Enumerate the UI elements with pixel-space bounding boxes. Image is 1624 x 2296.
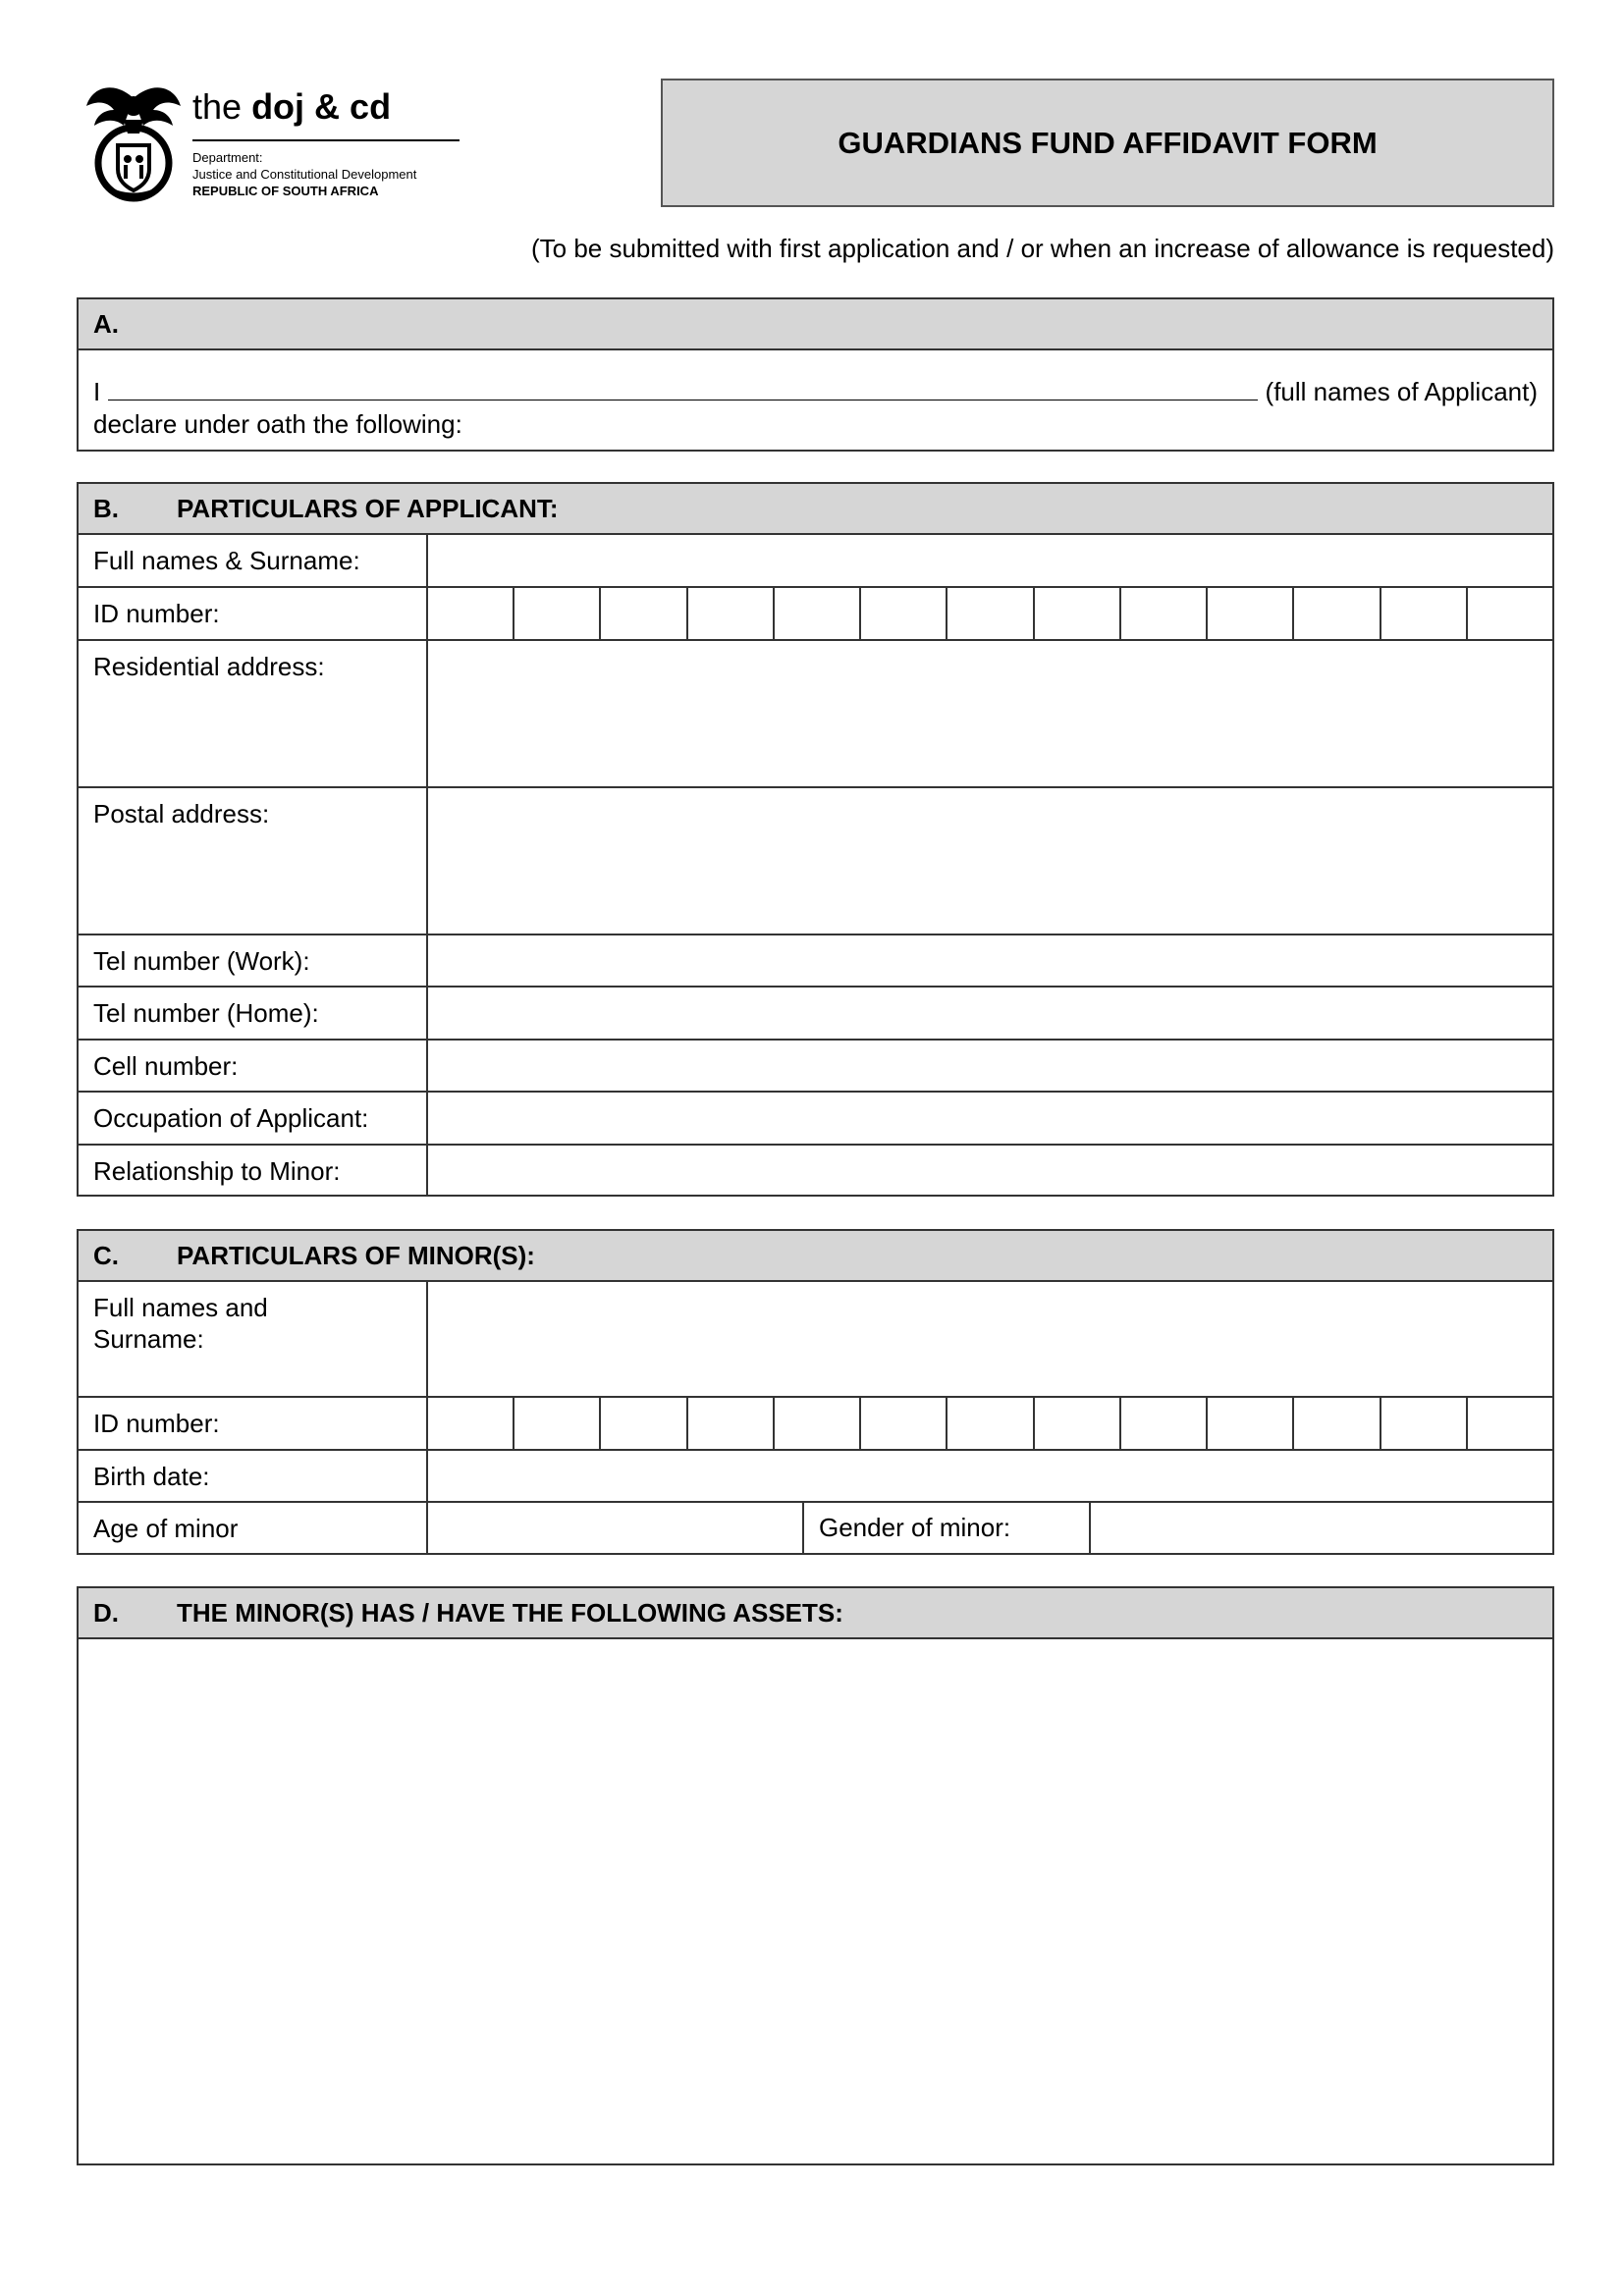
form-title: GUARDIANS FUND AFFIDAVIT FORM xyxy=(838,125,1378,160)
birth-date-row xyxy=(79,1451,1552,1503)
applicant-name-field[interactable] xyxy=(108,376,1257,400)
field-label: Postal address: xyxy=(79,788,428,934)
coat-of-arms-icon xyxy=(84,77,183,204)
dept-line-2: Justice and Constitutional Development xyxy=(192,167,417,182)
minor-id-boxes xyxy=(428,1398,1552,1449)
field-label-line-1: Full names and xyxy=(93,1293,268,1322)
gender-field[interactable] xyxy=(1091,1503,1552,1553)
residential-address-field[interactable] xyxy=(428,641,1552,786)
section-c xyxy=(77,1229,1554,1555)
id-digit-box[interactable] xyxy=(1381,588,1468,639)
section-d xyxy=(77,1586,1554,2165)
field-label: Gender of minor: xyxy=(804,1503,1091,1553)
doj-logo xyxy=(84,77,467,206)
declaration-line-2: declare under oath the following: xyxy=(93,409,462,439)
section-c-header xyxy=(79,1231,1552,1282)
minor-id-row xyxy=(79,1398,1552,1451)
field-label: Residential address: xyxy=(79,641,428,786)
relationship-field[interactable] xyxy=(428,1146,1552,1195)
tel-home-field[interactable] xyxy=(428,988,1552,1039)
field-label: Cell number: xyxy=(79,1041,428,1091)
section-b xyxy=(77,482,1554,1197)
submission-note: (To be submitted with first application and / or when an increase of allowance is requested) xyxy=(530,234,1554,263)
field-label: Occupation of Applicant: xyxy=(79,1093,428,1144)
id-digit-box[interactable] xyxy=(428,1398,514,1449)
id-digit-box[interactable] xyxy=(1035,588,1121,639)
declaration-suffix: (full names of Applicant) xyxy=(1265,377,1538,406)
id-digit-box[interactable] xyxy=(1035,1398,1121,1449)
form-title-box xyxy=(661,79,1554,207)
id-digit-box[interactable] xyxy=(1294,1398,1380,1449)
section-a-header xyxy=(79,299,1552,350)
id-digit-box[interactable] xyxy=(861,588,947,639)
id-digit-box[interactable] xyxy=(688,1398,775,1449)
relationship-row xyxy=(79,1146,1552,1195)
logo-divider xyxy=(192,139,460,141)
field-label: Age of minor xyxy=(79,1503,428,1553)
brand-name xyxy=(192,86,391,128)
id-digit-box[interactable] xyxy=(1294,588,1380,639)
id-digit-box[interactable] xyxy=(1468,1398,1552,1449)
field-label: Relationship to Minor: xyxy=(79,1146,428,1195)
tel-work-row xyxy=(79,935,1552,988)
section-b-header xyxy=(79,484,1552,535)
age-field[interactable] xyxy=(428,1503,804,1553)
field-label xyxy=(79,1282,428,1396)
id-digit-box[interactable] xyxy=(514,1398,601,1449)
field-label: Birth date: xyxy=(79,1451,428,1501)
section-a xyxy=(77,297,1554,452)
postal-address-field[interactable] xyxy=(428,788,1552,934)
section-b-letter: B. xyxy=(93,493,119,523)
field-label-line-2: Surname: xyxy=(93,1324,204,1354)
section-c-title: PARTICULARS OF MINOR(S): xyxy=(177,1240,535,1270)
occupation-row xyxy=(79,1093,1552,1146)
id-digit-box[interactable] xyxy=(775,1398,861,1449)
field-label: Tel number (Work): xyxy=(79,935,428,986)
dept-line-3: REPUBLIC OF SOUTH AFRICA xyxy=(192,184,379,198)
minor-full-names-row xyxy=(79,1282,1552,1398)
tel-work-field[interactable] xyxy=(428,935,1552,986)
id-digit-box[interactable] xyxy=(1121,1398,1208,1449)
declaration xyxy=(79,350,1552,441)
occupation-field[interactable] xyxy=(428,1093,1552,1144)
declaration-prefix: I xyxy=(93,377,101,406)
postal-address-row xyxy=(79,788,1552,935)
id-digit-box[interactable] xyxy=(1208,588,1294,639)
section-d-header xyxy=(79,1588,1552,1639)
section-b-title: PARTICULARS OF APPLICANT: xyxy=(177,493,559,523)
department-text xyxy=(192,149,416,199)
id-digit-box[interactable] xyxy=(601,1398,687,1449)
section-a-letter: A. xyxy=(93,308,119,339)
applicant-id-boxes xyxy=(428,588,1552,639)
id-digit-box[interactable] xyxy=(1381,1398,1468,1449)
assets-field[interactable] xyxy=(79,1639,1552,2160)
field-label: ID number: xyxy=(79,588,428,639)
id-digit-box[interactable] xyxy=(1468,588,1552,639)
brand-text: doj & cd xyxy=(251,86,392,127)
field-label: Full names & Surname: xyxy=(79,535,428,586)
residential-address-row xyxy=(79,641,1552,788)
brand-prefix: the xyxy=(192,86,243,127)
tel-home-row xyxy=(79,988,1552,1041)
applicant-full-names-field[interactable] xyxy=(428,535,1552,586)
id-digit-box[interactable] xyxy=(1121,588,1208,639)
id-digit-box[interactable] xyxy=(861,1398,947,1449)
id-digit-box[interactable] xyxy=(601,588,687,639)
section-d-title: THE MINOR(S) HAS / HAVE THE FOLLOWING ASSETS: xyxy=(177,1597,843,1628)
minor-full-names-field[interactable] xyxy=(428,1282,1552,1396)
birth-date-field[interactable] xyxy=(428,1451,1552,1501)
applicant-id-row xyxy=(79,588,1552,641)
cell-number-field[interactable] xyxy=(428,1041,1552,1091)
applicant-full-names-row xyxy=(79,535,1552,588)
id-digit-box[interactable] xyxy=(514,588,601,639)
id-digit-box[interactable] xyxy=(947,588,1034,639)
id-digit-box[interactable] xyxy=(688,588,775,639)
id-digit-box[interactable] xyxy=(775,588,861,639)
id-digit-box[interactable] xyxy=(947,1398,1034,1449)
field-label: Tel number (Home): xyxy=(79,988,428,1039)
section-d-letter: D. xyxy=(93,1597,119,1628)
section-c-letter: C. xyxy=(93,1240,119,1270)
age-gender-row xyxy=(79,1503,1552,1553)
dept-line-1: Department: xyxy=(192,150,263,165)
cell-number-row xyxy=(79,1041,1552,1093)
field-label: ID number: xyxy=(79,1398,428,1449)
id-digit-box[interactable] xyxy=(1208,1398,1294,1449)
id-digit-box[interactable] xyxy=(428,588,514,639)
